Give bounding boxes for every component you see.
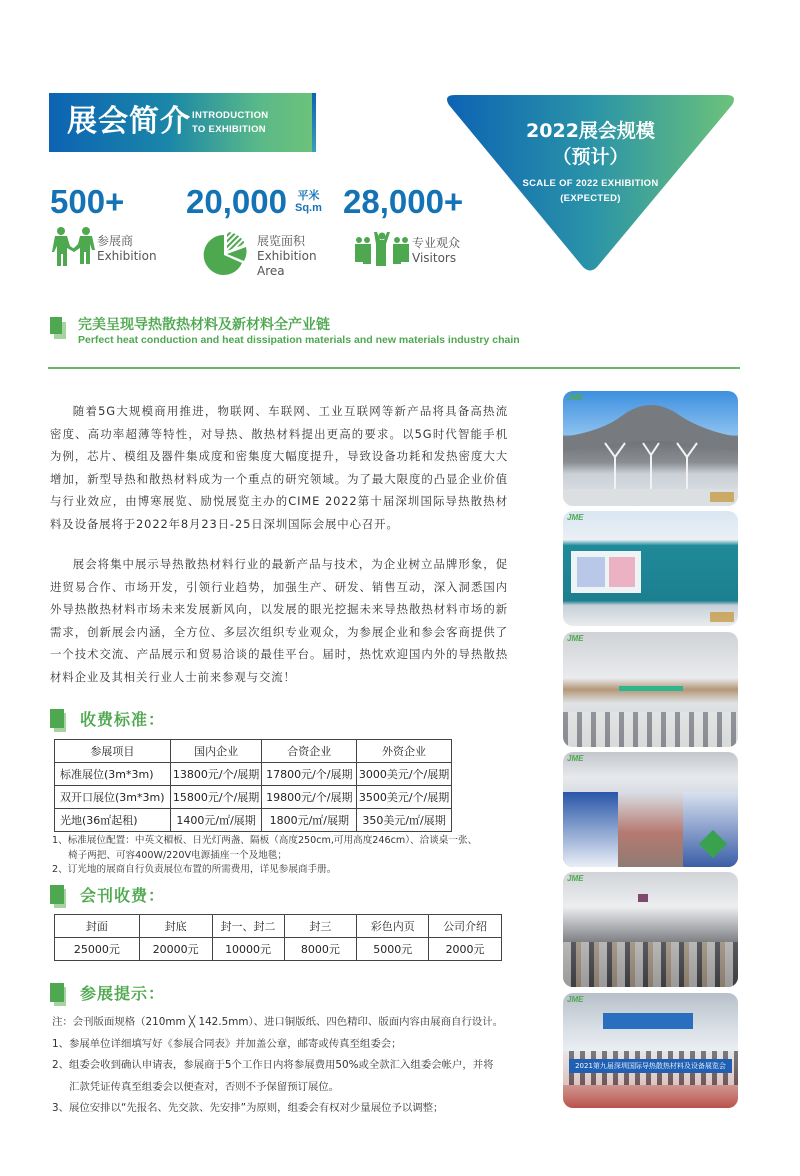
intro-title-cn: 展会简介 [67,104,191,139]
stat-exhibitors-label [97,234,157,264]
intro-paragraph-1: 随着5G大规模商用推进，物联网、车联网、工业互联网等新产品将具备高热流密度、高功率超薄等特性，对导热、散热材料提出更高的要求。以5G时代智能手机为例，芯片、模组及器件集成度和密集度大幅度提升，导致设备功耗和发热密度大大增加，新型导热和散热材料成为一个重点的研究领域。为了最大限度的凸显企业价值与行业效应，由博寒展览、励悦展览主办的CIME 2022第十届深圳国际导热散热材料及设备展将于2022年8月23日-25日深圳国际会展中心召开。 [50,404,508,531]
stat-area-label-en2: Area [257,264,285,278]
jme-logo: JME [567,754,584,763]
journal-col-cover-three: 封三 [284,915,357,938]
industry-section-title: 完美呈现导热散热材料及新材料全产业链 [78,317,330,333]
fees-col-domestic: 国内企业 [170,740,262,763]
journal-marker [50,885,64,904]
fees-col-item: 参展项目 [55,740,171,763]
intro-title-en [192,109,268,137]
fees-cell: 19800元/个/展期 [262,786,357,809]
jme-logo: JME [567,995,584,1004]
jme-logo: JME [567,874,584,883]
fees-cell: 13800元/个/展期 [170,763,262,786]
stat-area-value: 20,000 [186,183,287,220]
floor-plan-map [571,551,641,593]
entrance-sign [619,686,683,691]
fees-cell: 3500美元/个/展期 [357,786,452,809]
journal-heading: 会刊收费： [80,886,166,905]
stat-exhibitors-label-en: Exhibition [97,249,157,263]
journal-col-company-intro: 公司介绍 [429,915,502,938]
pie-chart-icon [203,230,249,276]
stat-visitors-value: 28,000+ [343,183,464,220]
banner-accent-stripe [312,93,316,152]
stat-area-unit-en: Sq.m [295,202,322,214]
stat-exhibitors-value: 500+ [50,183,125,220]
scale-badge-title-line1: 2022展会规模 [526,120,655,142]
tips-heading: 参展提示： [80,984,166,1003]
scale-badge-en-line2: (EXPECTED) [560,193,621,204]
table-row [55,809,452,832]
stat-exhibitors-label-cn: 参展商 [97,234,134,248]
stat-visitors-label-cn: 专业观众 [412,236,461,250]
journal-price-cell: 2000元 [429,938,502,961]
handshake-people-icon [52,226,96,270]
section-marker [50,317,62,334]
journal-price-cell: 20000元 [139,938,212,961]
tips-item-3: 3、展位安排以“先报名、先交款、先安排”为原则，组委会有权对少量展位予以调整； [52,1102,444,1115]
journal-col-color-page: 彩色内页 [357,915,429,938]
journal-col-inside-cover: 封一、封二 [212,915,284,938]
building-canopy-graphic [563,391,738,506]
fees-cell: 15800元/个/展期 [170,786,262,809]
fees-note-2: 2、订光地的展商自行负责展位布置的所需费用，详见参展商手册。 [52,864,337,875]
fees-cell: 双开口展位(3m*3m) [55,786,171,809]
journal-price-cell: 8000元 [284,938,357,961]
journal-price-cell: 25000元 [55,938,140,961]
fees-note-1: 1、标准展位配置：中英文楣板、日光灯两盏、隔板（高度250cm,可用高度246cm）、洽谈桌一张、 [52,835,478,846]
fees-cell: 光地(36㎡起租) [55,809,171,832]
jme-logo: JME [567,634,584,643]
intro-paragraph-2: 展会将集中展示导热散热材料行业的最新产品与技术，为企业树立品牌形象，促进贸易合作、市场开发，引领行业趋势，加强生产、研发、销售互动，深入洞悉国内外导热散热材料市场未来发展新风向，以发展的眼光挖掘未来导热散热材料市场的新需求，创新展会内涵，全方位、多层次组织专业观众，为参展企业和参会客商提供了一个技术交流、产品展示和贸易洽谈的最佳平台。届时，热忱欢迎国内外的导热散热材料企业及其相关行业人士前来参观与交流！ [50,557,508,684]
intro-banner [49,93,312,152]
floor-plan-billboard-photo [563,511,738,626]
exhibition-hall-aisle-photo [563,752,738,867]
group-photo-banner: 2021第九届深圳国际导热散热材料及设备展览会 [569,1059,732,1073]
tips-list [52,1012,503,1120]
fees-cell: 标准展位(3m*3m) [55,763,171,786]
journal-col-back-cover: 封底 [139,915,212,938]
crowd-icon [354,230,410,268]
section-divider [48,367,740,369]
entrance-hall-security-photo [563,632,738,747]
fees-heading: 收费标准： [80,710,166,729]
jme-logo: JME [567,513,584,522]
journal-col-front-cover: 封面 [55,915,140,938]
fees-cell: 3000美元/个/展期 [357,763,452,786]
fees-cell: 1400元/㎡/展期 [170,809,262,832]
fees-table [54,739,452,832]
convention-center-exterior-photo [563,391,738,506]
stat-area-label-cn: 展览面积 [257,234,306,248]
tips-item-2-cont: 汇款凭证传真至组委会以便查对，否则不予保留预订展位。 [69,1080,340,1093]
tips-marker [50,983,64,1002]
fees-marker [50,709,64,728]
table-row [55,938,502,961]
journal-table [54,914,502,961]
stat-visitors-label-en: Visitors [412,251,457,265]
fees-note-1-cont: 椅子两把、可容400W/220V电源插座一个及地毯； [68,849,287,861]
industry-section-subtitle: Perfect heat conduction and heat dissipation materials and new materials industry chain [78,334,520,346]
journal-table-header [55,915,502,938]
fees-col-foreign: 外资企业 [357,740,452,763]
watermark-logo [710,492,734,502]
stat-area-unit [295,190,322,214]
scale-badge-subtitle [443,176,738,206]
fees-table-header [55,740,452,763]
journal-price-cell: 10000元 [212,938,284,961]
stat-area-label-en: Exhibition [257,249,317,263]
tips-item-1: 1、参展单位详细填写好《参展合同表》并加盖公章，邮寄或传真至组委会； [52,1037,402,1050]
tips-item-2: 2、组委会收到确认申请表，参展商于5个工作日内将参展费用50%或全款汇入组委会帐户，并将 [52,1059,494,1072]
table-row [55,763,452,786]
fees-cell: 17800元/个/展期 [262,763,357,786]
group-banner-photo [563,993,738,1108]
scale-badge-title-line2: （预计） [552,146,629,168]
fees-cell: 350美元/㎡/展期 [357,809,452,832]
stat-area-label [257,234,317,279]
stat-area-unit-cn: 平米 [297,190,320,202]
scale-badge-en-line1: SCALE OF 2022 EXHIBITION [522,178,659,189]
tips-note: 注：会刊版面规格（210mm ╳ 142.5mm）、进口铜版纸、四色精印、版面内容由展商自行设计。 [52,1016,504,1028]
intro-title-en-line1: INTRODUCTION [192,110,269,121]
intro-title-en-line2: TO EXHIBITION [192,124,266,135]
crowd-visitors-photo [563,872,738,987]
scale-badge-title [443,118,738,170]
fees-col-joint: 合资企业 [262,740,357,763]
watermark-logo [710,612,734,622]
fees-cell: 1800元/㎡/展期 [262,809,357,832]
jme-logo: JME [567,393,584,402]
table-row [55,786,452,809]
journal-price-cell: 5000元 [357,938,429,961]
fees-notes [52,834,477,878]
